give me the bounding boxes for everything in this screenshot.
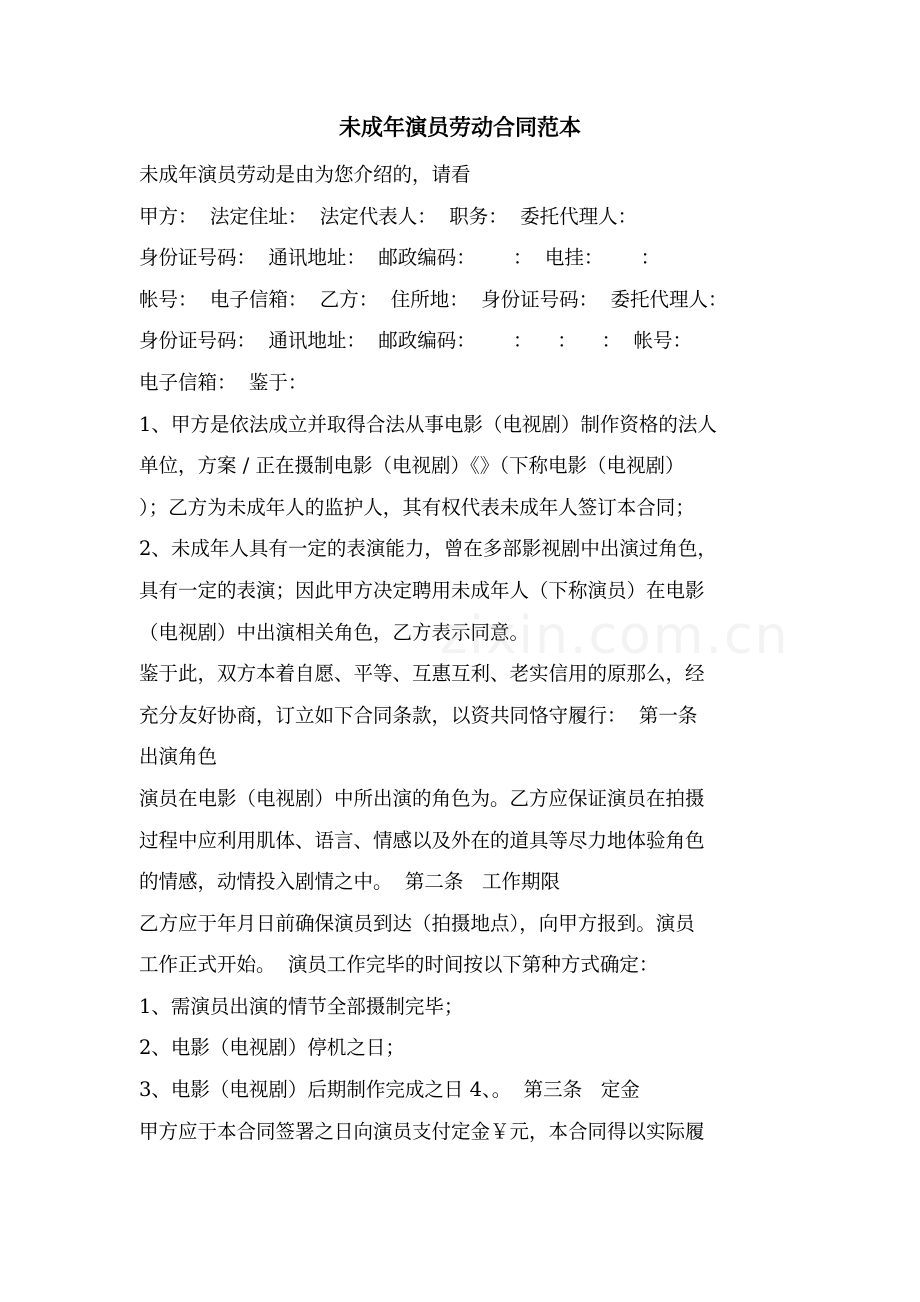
body-line: 甲方应于本合同签署之日向演员支付定金￥元，本合同得以实际履 <box>139 1119 705 1143</box>
body-line: 的情感，动情投入剧情之中。 第二条 工作期限 <box>139 870 560 894</box>
body-line: 3、电影（电视剧）后期制作完成之日 4、。 第三条 定金 <box>139 1078 640 1102</box>
body-line: 充分友好协商，订立如下合同条款，以资共同恪守履行： 第一条 <box>139 703 698 727</box>
body-line: 演员在电影（电视剧）中所出演的角色为。乙方应保证演员在拍摄 <box>139 786 705 810</box>
body-line: 1、甲方是依法成立并取得合法从事电影（电视剧）制作资格的法人 <box>139 412 717 436</box>
body-line: 鉴于此，双方本着自愿、平等、互惠互利、老实信用的原那么，经 <box>139 662 705 686</box>
body-line: 出演角色 <box>139 745 218 769</box>
body-line: 2、电影（电视剧）停机之日； <box>139 1036 405 1060</box>
document-title: 未成年演员劳动合同范本 <box>338 115 581 141</box>
body-line: 帐号： 电子信箱： 乙方： 住所地： 身份证号码： 委托代理人： <box>139 287 728 311</box>
body-line: 具有一定的表演；因此甲方决定聘用未成年人（下称演员）在电影 <box>139 578 705 602</box>
body-line: （电视剧）中出演相关角色，乙方表示同意。 <box>139 620 530 644</box>
body-line: 乙方应于年月日前确保演员到达（拍摄地点），向甲方报到。演员 <box>139 911 695 935</box>
body-line: ）；乙方为未成年人的监护人，其有权代表未成年人签订本合同； <box>139 495 695 519</box>
body-line: 2、未成年人具有一定的表演能力，曾在多部影视剧中出演过角色， <box>139 537 717 561</box>
watermark: zixin.com.cn <box>440 606 790 666</box>
body-line: 电子信箱： 鉴于： <box>139 370 308 394</box>
body-line: 单位，方案 / 正在摄制电影（电视剧）《》（下称电影（电视剧） <box>139 454 685 478</box>
body-line: 甲方： 法定住址： 法定代表人： 职务： 委托代理人： <box>139 204 638 228</box>
body-line: 身份证号码： 通讯地址： 邮政编码： ： 电挂： ： <box>139 246 661 270</box>
body-line: 过程中应利用肌体、语言、情感以及外在的道具等尽力地体验角色 <box>139 828 705 852</box>
body-line: 工作正式开始。 演员工作完毕的时间按以下第种方式确定： <box>139 953 659 977</box>
body-line: 1、需演员出演的情节全部摄制完毕； <box>139 994 464 1018</box>
body-line: 未成年演员劳动是由为您介绍的，请看 <box>139 163 471 186</box>
body-line: 身份证号码： 通讯地址： 邮政编码： ： ： ： 帐号： <box>139 329 692 353</box>
document-body <box>139 154 799 1152</box>
